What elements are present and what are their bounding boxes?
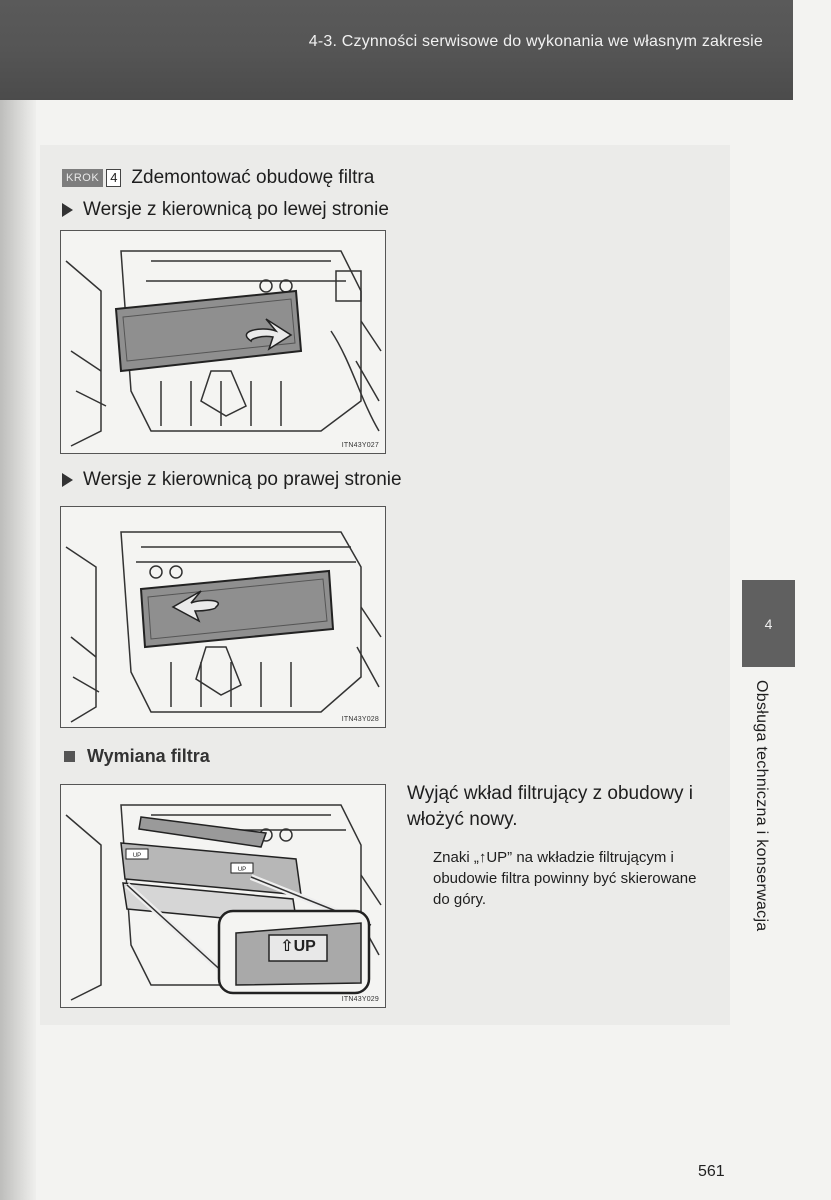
figure-left-hand-drive: [60, 230, 386, 454]
triangle-right-icon: [62, 473, 73, 487]
filter-housing-illustration: [61, 231, 385, 453]
chapter-number: 4: [764, 616, 773, 632]
note-text: Znaki „↑UP” na wkładzie filtrującym i obudowie filtra powinny być skierowane do góry.: [433, 849, 697, 908]
figure-code: ITN43Y027: [341, 442, 379, 449]
up-mark: ⇧UP: [280, 938, 316, 955]
variant-right-heading: [62, 469, 402, 491]
figure-code: ITN43Y028: [341, 716, 379, 723]
figure-right-hand-drive: [60, 506, 386, 728]
instruction-text: Wyjąć wkład filtrujący z obudowy i włożyć nowy.: [407, 783, 693, 830]
step-badge: KROK: [62, 169, 103, 187]
section-heading: [64, 746, 210, 767]
page-number: 561: [698, 1163, 725, 1180]
section-title: Wymiana filtra: [87, 746, 210, 766]
figure-code: ITN43Y029: [341, 996, 379, 1003]
variant-left-label: Wersje z kierownicą po lewej stronie: [83, 199, 389, 220]
triangle-right-icon: [62, 203, 73, 217]
chapter-title: [752, 680, 776, 1000]
figure-filter-replacement: [60, 784, 386, 1008]
chapter-title-text: Obsługa techniczna i konserwacja: [753, 680, 770, 932]
square-bullet-icon: [64, 751, 75, 762]
variant-right-label: Wersje z kierownicą po prawej stronie: [83, 469, 402, 490]
svg-text:UP: UP: [237, 867, 247, 873]
page-gutter-shadow: [0, 0, 36, 1200]
step-text: Zdemontować obudowę filtra: [131, 167, 375, 188]
step-number: 4: [106, 169, 121, 187]
chapter-tab: [742, 580, 795, 667]
filter-housing-illustration: [61, 507, 385, 727]
variant-left-heading: [62, 199, 389, 221]
step-heading: [62, 167, 374, 189]
filter-element-illustration: [61, 785, 385, 1007]
header-band: [0, 0, 793, 100]
svg-text:UP: UP: [132, 853, 142, 859]
header-title: 4-3. Czynności serwisowe do wykonania we własnym zakresie: [308, 33, 763, 50]
